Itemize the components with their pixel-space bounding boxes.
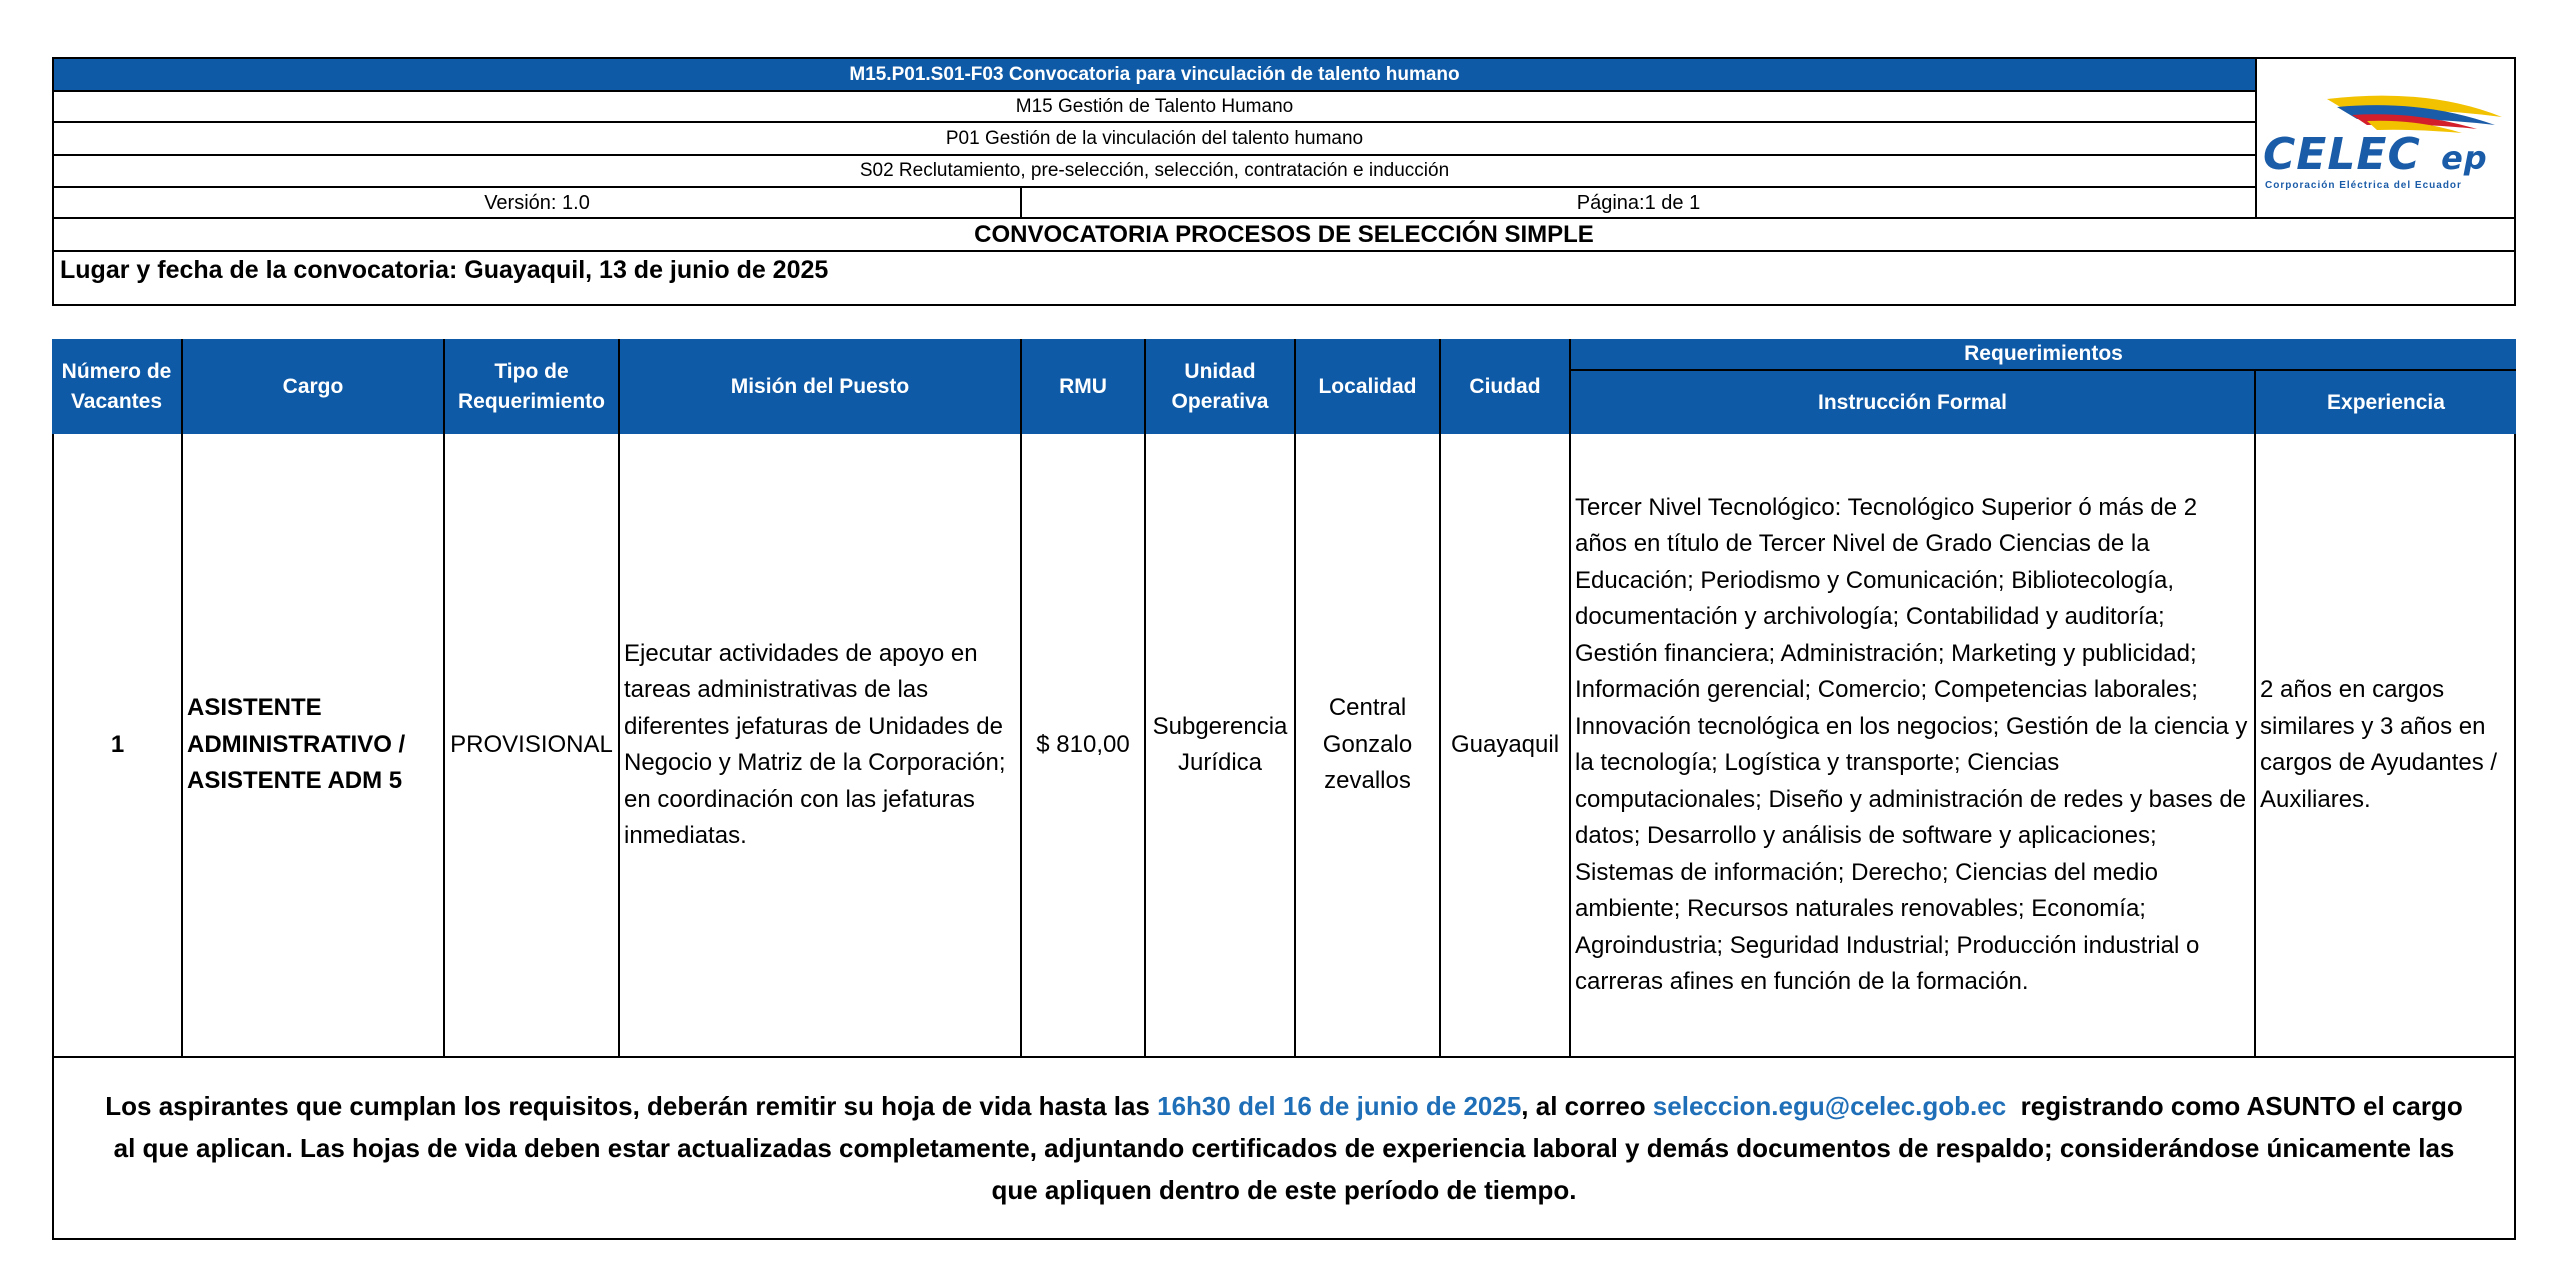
form-code-bar <box>54 59 2255 90</box>
page-number-cell <box>1022 188 2255 219</box>
email-link[interactable]: seleccion.egu@celec.gob.ec <box>1652 1091 2007 1121</box>
td-unit: Subgerencia Jurídica <box>1146 434 1296 1056</box>
th-position: Cargo <box>183 339 445 434</box>
th-education: Instrucción Formal <box>1571 371 2256 434</box>
th-mission: Misión del Puesto <box>620 339 1022 434</box>
page-number: Página:1 de 1 <box>1576 192 1701 214</box>
th-requirements: Requerimientos <box>1571 339 2516 371</box>
form-code: M15.P01.S01-F03 Convocatoria para vinculación de talento humano <box>849 63 1460 85</box>
logo-cell <box>2255 59 2516 219</box>
td-locality: Central Gonzalo zevallos <box>1296 434 1441 1056</box>
logo-wordmark <box>2263 129 2513 180</box>
td-city: Guayaquil <box>1441 434 1571 1056</box>
footer-text: Los aspirantes que cumplan los requisitos, deberán remitir su hoja de vida hasta las 16h30 del 16 de junio de 2025, al correo seleccion.egu@celec.gob.ec registrando como ASUNTO el cargo al que aplican. Las hojas de vida deben estar actualizadas completamente, adjuntando certificados de experiencia laboral y demás documentos de respaldo; considerándose únicamente las que apliquen dentro de este período de tiempo. <box>105 1091 2470 1205</box>
logo-name: CELEC <box>2263 129 2421 180</box>
td-mission: Ejecutar actividades de apoyo en tareas administrativas de las diferentes jefaturas de Unidades de Negocio y Matriz de la Corporación; en coordinación con las jefaturas inmediatas. <box>620 434 1022 1056</box>
td-vacancies: 1 <box>52 434 183 1056</box>
th-rmu: RMU <box>1022 339 1146 434</box>
place-date: Lugar y fecha de la convocatoria: Guayaquil, 13 de junio de 2025 <box>60 256 829 284</box>
th-unit: Unidad Operativa <box>1146 339 1296 434</box>
subprocess-row <box>54 156 2255 188</box>
place-date-row <box>52 252 2516 306</box>
td-rmu: $ 810,00 <box>1022 434 1146 1056</box>
th-city: Ciudad <box>1441 339 1571 434</box>
footer-notice <box>52 1058 2516 1240</box>
version-cell <box>54 188 1022 219</box>
td-position: ASISTENTE ADMINISTRATIVO / ASISTENTE ADM 5 <box>183 434 445 1056</box>
td-req-type: PROVISIONAL <box>445 434 620 1056</box>
subprocess: S02 Reclutamiento, pre-selección, selección, contratación e inducción <box>859 160 1450 181</box>
th-experience: Experiencia <box>2256 371 2516 434</box>
logo-tagline: Corporación Eléctrica del Ecuador <box>2265 180 2462 191</box>
process: P01 Gestión de la vinculación del talento humano <box>945 127 1364 149</box>
title-row <box>52 219 2516 252</box>
td-experience: 2 años en cargos similares y 3 años en cargos de Ayudantes / Auxiliares. <box>2260 676 2498 813</box>
page-title: CONVOCATORIA PROCESOS DE SELECCIÓN SIMPLE <box>974 220 1594 248</box>
th-req-type: Tipo de Requerimiento <box>445 339 620 434</box>
process-row <box>54 123 2255 156</box>
deadline: 16h30 del 16 de junio de 2025 <box>1157 1091 1522 1121</box>
version: Versión: 1.0 <box>484 192 590 214</box>
macroprocess-row <box>54 90 2255 123</box>
td-education: Tercer Nivel Tecnológico: Tecnológico Superior ó más de 2 años en título de Tercer Nivel de Grado Ciencias de la Educación; Periodismo y Comunicación; Bibliotecología, documentación y archivología; Contabilidad y auditoría; Gestión financiera; Administración; Marketing y publicidad; Información gerencial; Comercio; Competencias laborales; Innovación tecnológica en los negocios; Gestión de la ciencia y la tecnología; Logística y transporte; Ciencias computacionales; Diseño y administración de redes y bases de datos; Desarrollo y análisis de software y aplicaciones; Sistemas de información; Derecho; Ciencias del medio ambiente; Recursos naturales renovables; Economía; Agroindustria; Seguridad Industrial; Producción industrial o carreras afines en función de la formación. <box>1571 434 2256 1056</box>
th-locality: Localidad <box>1296 339 1441 434</box>
macroprocess: M15 Gestión de Talento Humano <box>1015 95 1294 117</box>
logo-suffix: ep <box>2441 139 2488 177</box>
th-vacancies: Número de Vacantes <box>52 339 183 434</box>
